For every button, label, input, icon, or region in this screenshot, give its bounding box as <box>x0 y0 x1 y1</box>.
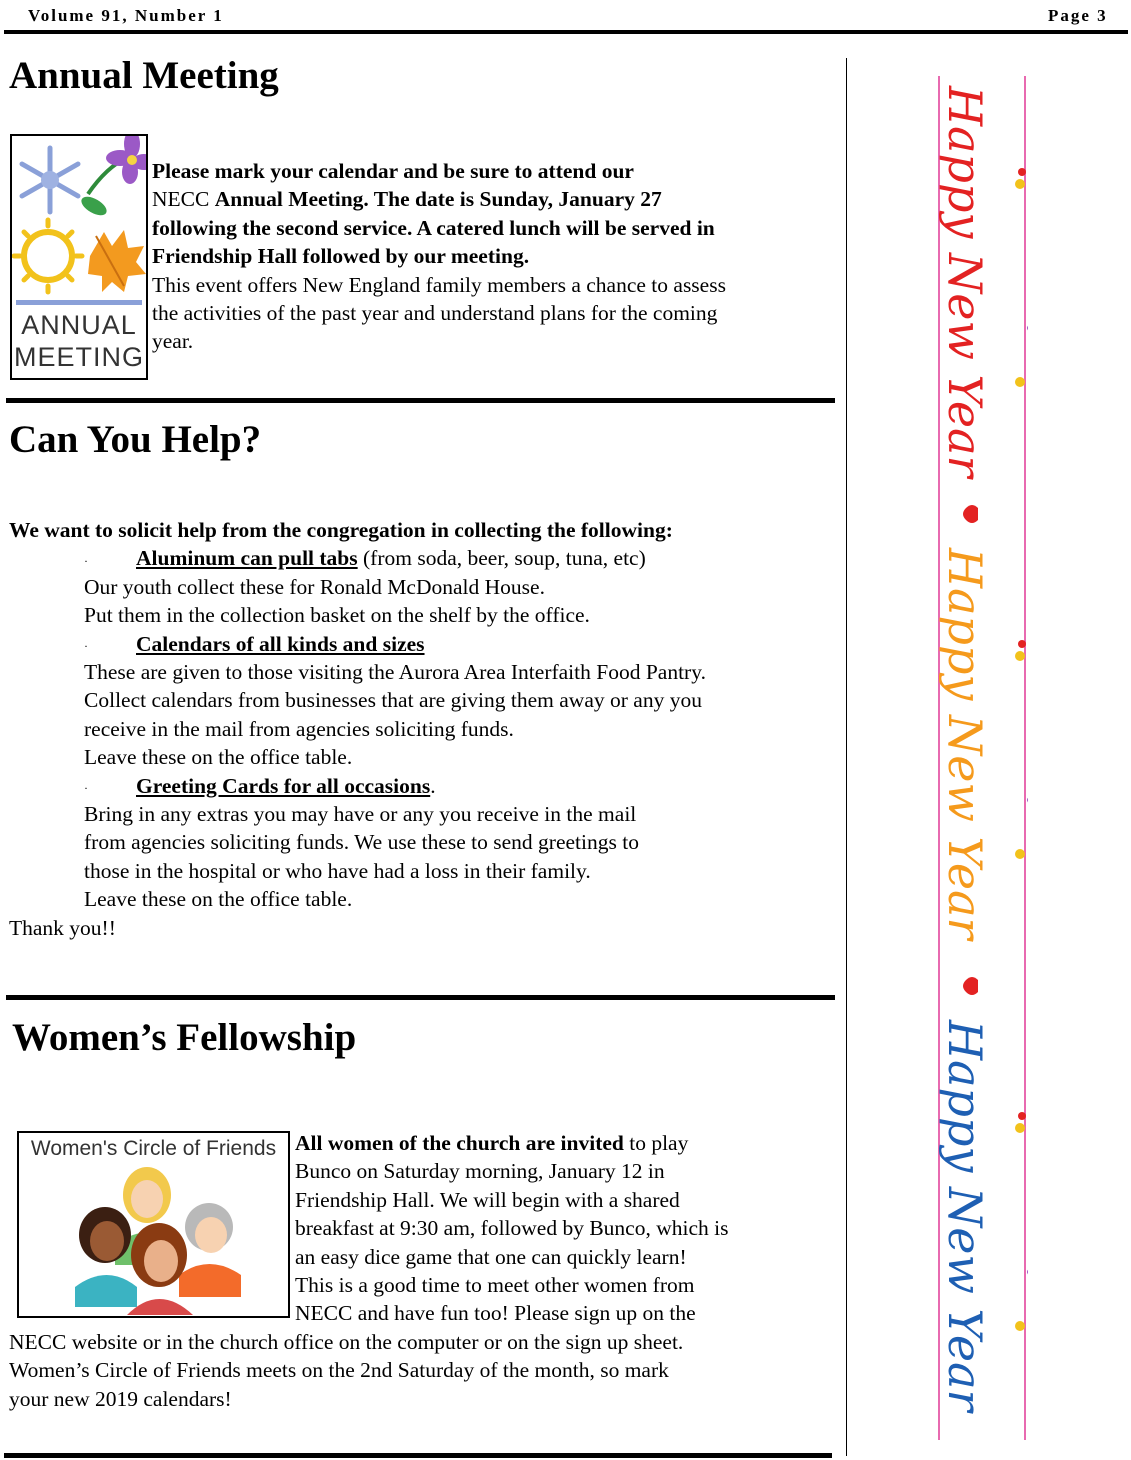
annual-line: the activities of the past year and understand plans for the coming <box>152 301 718 325</box>
help-line: from agencies soliciting funds. We use these to send greetings to <box>84 830 639 855</box>
volume-number: Volume 91, Number 1 <box>28 6 224 25</box>
pull-tabs-note: (from soda, beer, soup, tuna, etc) <box>357 546 646 571</box>
happy-new-year-text: Happy New Year <box>938 86 992 478</box>
womens-circle-caption: Women's Circle of Friends <box>30 1137 277 1160</box>
help-line: Collect calendars from businesses that are giving them away or any you <box>84 688 702 713</box>
greeting-cards-note: . <box>430 773 436 798</box>
help-line: Our youth collect these for Ronald McDonald House. <box>84 574 545 599</box>
greeting-cards-heading: Greeting Cards for all occasions <box>136 773 431 798</box>
can-you-help-text <box>0 516 840 940</box>
annual-line: Friendship Hall followed by our meeting. <box>152 244 530 269</box>
happy-new-year-text: Happy New Year <box>938 548 992 940</box>
help-item-heading <box>136 630 425 658</box>
womens-line: breakfast at 9:30 am, followed by Bunco, which is <box>295 1216 729 1241</box>
annual-line: Please mark your calendar and be sure to attend our <box>152 159 634 183</box>
thank-you: Thank you!! <box>9 915 116 940</box>
womens-line: an easy dice game that one can quickly learn! <box>295 1244 687 1269</box>
womens-fellowship-title: Women’s Fellowship <box>12 1016 357 1059</box>
womens-lead: All women of the church are invited <box>295 1131 624 1155</box>
womens-fellowship-text <box>0 1129 840 1419</box>
womens-line: This is a good time to meet other women from <box>295 1273 695 1297</box>
bullet: · <box>84 554 88 568</box>
annual-line: following the second service. A catered lunch will be served in <box>152 215 715 240</box>
help-line: Leave these on the office table. <box>84 745 353 770</box>
annual-meeting-logo <box>10 134 148 380</box>
womens-line: NECC and have fun too! Please sign up on the <box>295 1301 696 1326</box>
annual-line: This event offers New England family members a chance to assess <box>152 272 726 297</box>
annual-line: year. <box>152 329 194 354</box>
help-line: Put them in the collection basket on the shelf by the office. <box>84 603 590 628</box>
help-line: Bring in any extras you may have or any you receive in the mail <box>84 802 637 826</box>
annual-necc: NECC <box>152 187 215 212</box>
womens-line: Friendship Hall. We will begin with a shared <box>295 1187 680 1212</box>
annual-logo-line2: MEETING <box>13 342 144 372</box>
womens-lead-rest: to play <box>623 1131 689 1155</box>
section-rule <box>6 995 835 1000</box>
help-line: those in the hospital or who have had a loss in their family. <box>84 858 591 883</box>
calendars-heading: Calendars of all kinds and sizes <box>136 631 425 656</box>
happy-new-year-ribbon <box>938 76 1028 1440</box>
can-you-help-title: Can You Help? <box>9 418 262 461</box>
section-rule <box>6 398 835 403</box>
womens-line: NECC website or in the church office on the computer or on the sign up sheet. <box>9 1329 684 1354</box>
womens-line: Women’s Circle of Friends meets on the 2nd Saturday of the month, so mark <box>9 1358 669 1383</box>
help-line: These are given to those visiting the Aurora Area Interfaith Food Pantry. <box>84 660 706 684</box>
header-rule <box>4 30 1128 34</box>
column-divider <box>846 58 847 1456</box>
pull-tabs-heading: Aluminum can pull tabs <box>136 546 358 571</box>
womens-line: your new 2019 calendars! <box>9 1386 232 1411</box>
help-item-heading <box>136 544 646 572</box>
annual-meeting-seasons-icon <box>12 136 146 306</box>
help-item-heading <box>136 772 436 800</box>
annual-meeting-title: Annual Meeting <box>9 54 279 97</box>
annual-logo-line1: ANNUAL <box>21 310 137 340</box>
help-intro: We want to solicit help from the congregation in collecting the following: <box>9 518 673 542</box>
help-line: receive in the mail from agencies soliciting funds. <box>84 716 514 741</box>
happy-new-year-text: Happy New Year <box>938 1020 992 1412</box>
womens-line <box>295 1129 688 1157</box>
womens-line: Bunco on Saturday morning, January 12 in <box>295 1159 665 1184</box>
confetti-icon <box>938 76 1028 1440</box>
section-rule <box>4 1453 832 1458</box>
bullet: · <box>84 639 88 653</box>
annual-date: Annual Meeting. The date is Sunday, January 27 <box>214 187 662 212</box>
help-line: Leave these on the office table. <box>84 887 353 912</box>
page-number: Page 3 <box>1048 6 1108 25</box>
annual-line <box>152 185 662 213</box>
bullet: · <box>84 781 88 795</box>
